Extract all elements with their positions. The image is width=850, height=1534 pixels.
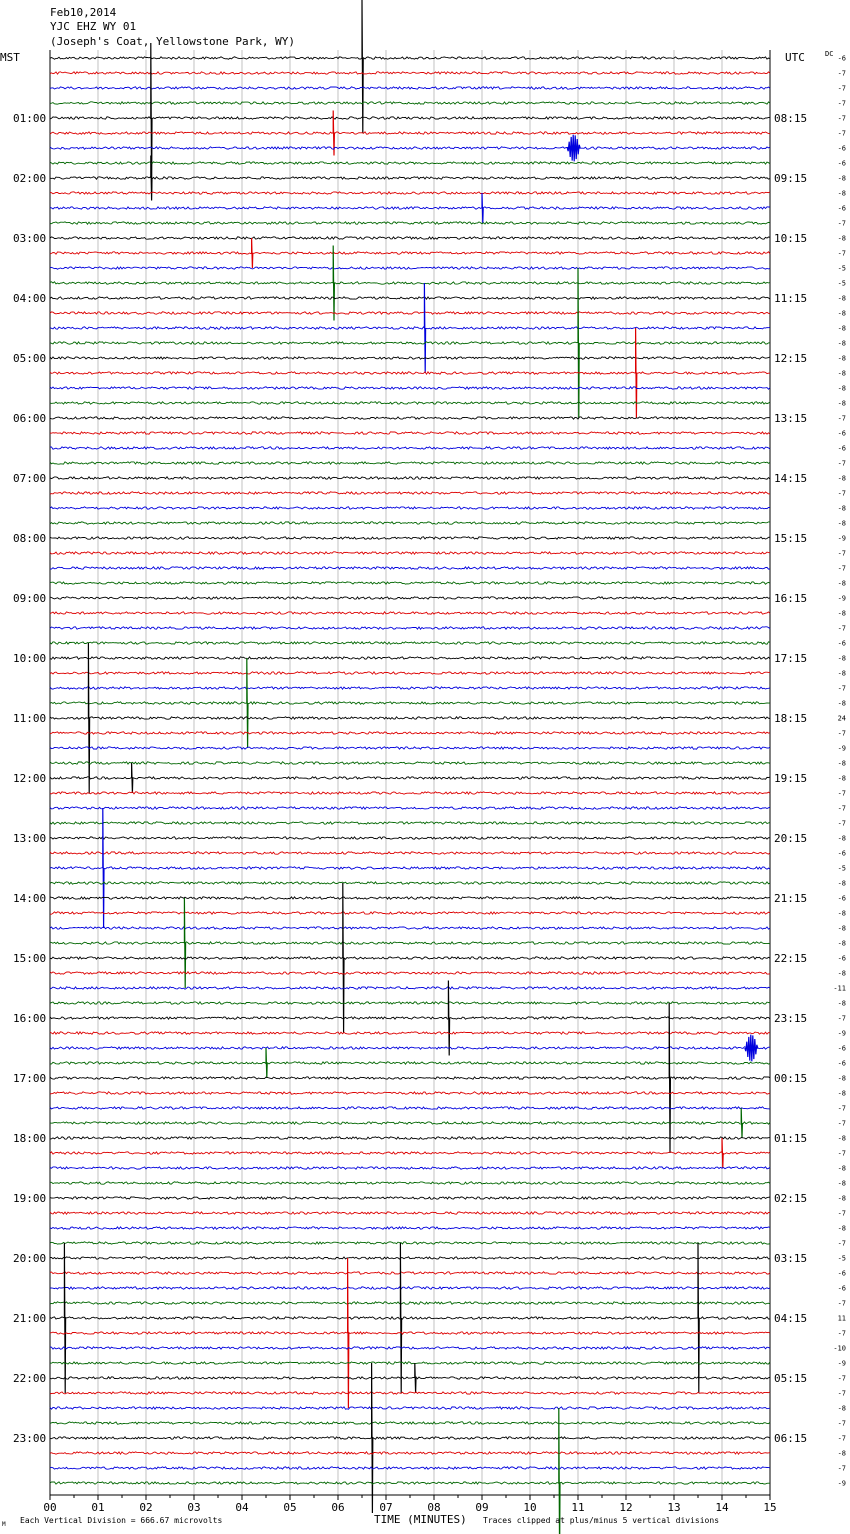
x-tick-label: 12 bbox=[619, 1501, 633, 1514]
trace-line-1 bbox=[50, 72, 770, 74]
event-mark-21-0 bbox=[636, 328, 637, 418]
dc-offset-label: -8 bbox=[837, 399, 846, 408]
right-hour-label: 19:15 bbox=[774, 772, 808, 785]
right-hour-label: 03:15 bbox=[774, 1252, 808, 1265]
dc-offset-label: -8 bbox=[837, 1164, 846, 1173]
dc-offset-label: -8 bbox=[837, 1134, 846, 1143]
dc-offset-label: -7 bbox=[837, 99, 846, 108]
trace-line-9 bbox=[50, 192, 770, 194]
trace-line-93 bbox=[50, 1452, 770, 1454]
trace-line-34 bbox=[50, 567, 770, 569]
dc-offset-label: -6 bbox=[837, 444, 846, 453]
trace-line-18 bbox=[50, 327, 770, 329]
left-hour-label: 11:00 bbox=[13, 712, 47, 725]
trace-line-39 bbox=[50, 642, 770, 644]
trace-line-69 bbox=[50, 1092, 770, 1094]
dc-offset-label: -9 bbox=[837, 1029, 846, 1038]
trace-line-63 bbox=[50, 1002, 770, 1004]
dc-offset-label: -8 bbox=[837, 324, 846, 333]
right-hour-label: 04:15 bbox=[774, 1312, 808, 1325]
trace-line-31 bbox=[50, 522, 770, 524]
dc-offset-label: -8 bbox=[837, 774, 846, 783]
trace-line-36 bbox=[50, 597, 770, 599]
trace-line-82 bbox=[50, 1287, 770, 1289]
right-axis-label: UTC bbox=[785, 51, 805, 64]
dc-offset-label: -8 bbox=[837, 909, 846, 918]
event-mark-67-0 bbox=[266, 1048, 267, 1078]
dc-offset-label: -8 bbox=[837, 669, 846, 678]
dc-offset-label: -8 bbox=[837, 879, 846, 888]
dc-offset-label: -7 bbox=[837, 219, 846, 228]
trace-line-89 bbox=[50, 1392, 770, 1394]
right-hour-labels bbox=[774, 112, 807, 1445]
trace-line-84 bbox=[50, 1317, 770, 1319]
dc-offset-label: -8 bbox=[837, 759, 846, 768]
trace-line-7 bbox=[50, 162, 770, 164]
event-mark-15-0 bbox=[333, 246, 334, 321]
event-mark-73-0 bbox=[722, 1138, 723, 1168]
dc-offset-label: -5 bbox=[837, 264, 846, 273]
trace-line-41 bbox=[50, 672, 770, 674]
trace-line-50 bbox=[50, 807, 770, 809]
dc-offset-label: -8 bbox=[837, 339, 846, 348]
dc-offset-label: -8 bbox=[837, 609, 846, 618]
trace-line-46 bbox=[50, 747, 770, 749]
event-mark-10-0 bbox=[482, 193, 483, 223]
trace-line-5 bbox=[50, 132, 770, 134]
x-tick-label: 05 bbox=[283, 1501, 297, 1514]
dc-offset-label: -6 bbox=[837, 429, 846, 438]
left-hour-label: 19:00 bbox=[13, 1192, 47, 1205]
trace-line-30 bbox=[50, 507, 770, 509]
scale-note: Each Vertical Division = 666.67 microvolts bbox=[20, 1516, 223, 1525]
trace-line-90 bbox=[50, 1407, 770, 1409]
event-mark-54-0 bbox=[103, 808, 104, 928]
trace-line-28 bbox=[50, 477, 770, 479]
event-mark-88-0 bbox=[415, 1363, 416, 1393]
trace-line-77 bbox=[50, 1212, 770, 1214]
dc-offset-label: -8 bbox=[837, 309, 846, 318]
trace-line-74 bbox=[50, 1167, 770, 1169]
x-tick-label: 07 bbox=[379, 1501, 393, 1514]
trace-line-94 bbox=[50, 1467, 770, 1469]
left-hour-labels bbox=[13, 112, 46, 1445]
right-hour-label: 12:15 bbox=[774, 352, 808, 365]
dc-offset-label: -8 bbox=[837, 1404, 846, 1413]
dc-offset-label: -8 bbox=[837, 834, 846, 843]
dc-offset-label: -6 bbox=[837, 1059, 846, 1068]
dc-offset-label: -7 bbox=[837, 624, 846, 633]
event-mark-19-0 bbox=[578, 268, 579, 418]
trace-line-47 bbox=[50, 762, 770, 764]
x-axis-label: TIME (MINUTES) bbox=[374, 1513, 467, 1526]
dc-offset-label: -8 bbox=[837, 1194, 846, 1203]
right-hour-label: 18:15 bbox=[774, 712, 808, 725]
dc-offset-label: -7 bbox=[837, 69, 846, 78]
dc-offset-label: -8 bbox=[837, 969, 846, 978]
trace-line-73 bbox=[50, 1152, 770, 1154]
trace-line-68 bbox=[50, 1077, 770, 1079]
offset-header: DC bbox=[825, 50, 834, 58]
dc-offset-label: -10 bbox=[833, 1344, 846, 1353]
right-hour-label: 13:15 bbox=[774, 412, 808, 425]
trace-line-4 bbox=[50, 117, 770, 119]
trace-line-38 bbox=[50, 627, 770, 629]
right-hour-label: 09:15 bbox=[774, 172, 808, 185]
event-mark-84-0 bbox=[64, 1243, 65, 1393]
trace-line-66 bbox=[50, 1047, 770, 1049]
dc-offset-label: -7 bbox=[837, 789, 846, 798]
dc-offset-label: -8 bbox=[837, 294, 846, 303]
trace-line-45 bbox=[50, 732, 770, 734]
dc-offset-label: -7 bbox=[837, 1119, 846, 1128]
right-hour-label: 15:15 bbox=[774, 532, 808, 545]
dc-offset-label: -6 bbox=[837, 894, 846, 903]
trace-line-19 bbox=[50, 342, 770, 344]
dc-offset-label: -9 bbox=[837, 1479, 846, 1488]
left-hour-label: 09:00 bbox=[13, 592, 47, 605]
dc-offset-label: -8 bbox=[837, 699, 846, 708]
trace-line-52 bbox=[50, 837, 770, 839]
dc-offset-label: -8 bbox=[837, 654, 846, 663]
trace-line-24 bbox=[50, 417, 770, 419]
dc-offset-label: -5 bbox=[837, 279, 846, 288]
left-hour-label: 10:00 bbox=[13, 652, 47, 665]
dc-offset-label: -7 bbox=[837, 1209, 846, 1218]
x-tick-label: 10 bbox=[523, 1501, 537, 1514]
left-hour-label: 08:00 bbox=[13, 532, 47, 545]
trace-line-25 bbox=[50, 432, 770, 434]
dc-offset-label: -8 bbox=[837, 1089, 846, 1098]
dc-offset-label: -7 bbox=[837, 1419, 846, 1428]
dc-offset-label: -7 bbox=[837, 489, 846, 498]
dc-offset-label: -8 bbox=[837, 234, 846, 243]
trace-line-76 bbox=[50, 1197, 770, 1199]
left-hour-label: 01:00 bbox=[13, 112, 47, 125]
trace-line-67 bbox=[50, 1062, 770, 1064]
dc-offset-label: -7 bbox=[837, 549, 846, 558]
dc-offset-label: -8 bbox=[837, 1224, 846, 1233]
x-tick-label: 01 bbox=[91, 1501, 105, 1514]
dc-offset-label: -8 bbox=[837, 579, 846, 588]
event-mark-92-0 bbox=[372, 1363, 373, 1513]
right-hour-label: 21:15 bbox=[774, 892, 808, 905]
right-hour-label: 16:15 bbox=[774, 592, 808, 605]
trace-line-95 bbox=[50, 1482, 770, 1484]
trace-line-83 bbox=[50, 1302, 770, 1304]
dc-offset-label: -11 bbox=[833, 984, 846, 993]
event-mark-66-0 bbox=[745, 1035, 758, 1062]
dc-offset-label: -9 bbox=[837, 534, 846, 543]
dc-offset-label: -7 bbox=[837, 1299, 846, 1308]
trace-line-40 bbox=[50, 657, 770, 659]
dc-offset-label: -7 bbox=[837, 1434, 846, 1443]
dc-offset-label: -8 bbox=[837, 474, 846, 483]
dc-offset-label: -7 bbox=[837, 459, 846, 468]
trace-line-23 bbox=[50, 402, 770, 404]
dc-offset-label: -6 bbox=[837, 144, 846, 153]
x-tick-label: 06 bbox=[331, 1501, 345, 1514]
event-mark-13-0 bbox=[252, 238, 253, 268]
dc-offset-label: -7 bbox=[837, 564, 846, 573]
dc-offset-label: -8 bbox=[837, 174, 846, 183]
event-mark-59-0 bbox=[184, 898, 185, 988]
x-tick-label: 14 bbox=[715, 1501, 729, 1514]
left-hour-label: 23:00 bbox=[13, 1432, 47, 1445]
trace-lines bbox=[50, 0, 770, 1534]
trace-line-60 bbox=[50, 957, 770, 959]
trace-line-21 bbox=[50, 372, 770, 374]
left-hour-label: 03:00 bbox=[13, 232, 47, 245]
event-mark-18-0 bbox=[424, 283, 425, 373]
trace-line-53 bbox=[50, 852, 770, 854]
x-tick-label: 02 bbox=[139, 1501, 153, 1514]
dc-offset-label: -8 bbox=[837, 384, 846, 393]
dc-offset-label: -7 bbox=[837, 249, 846, 258]
dc-offset-label: -7 bbox=[837, 414, 846, 423]
trace-line-58 bbox=[50, 927, 770, 929]
dc-offset-label: -7 bbox=[837, 1464, 846, 1473]
trace-line-16 bbox=[50, 297, 770, 299]
dc-offset-label: -8 bbox=[837, 1074, 846, 1083]
right-hour-label: 23:15 bbox=[774, 1012, 808, 1025]
trace-line-59 bbox=[50, 942, 770, 944]
dc-offset-label: -9 bbox=[837, 1359, 846, 1368]
dc-offset-label: 24 bbox=[837, 714, 846, 723]
dc-offset-label: -7 bbox=[837, 1014, 846, 1023]
trace-line-44 bbox=[50, 717, 770, 719]
left-hour-label: 05:00 bbox=[13, 352, 47, 365]
right-hour-label: 06:15 bbox=[774, 1432, 808, 1445]
trace-line-8 bbox=[50, 177, 770, 179]
trace-line-10 bbox=[50, 207, 770, 209]
trace-line-70 bbox=[50, 1107, 770, 1109]
x-tick-label: 03 bbox=[187, 1501, 201, 1514]
dc-offset-label: -8 bbox=[837, 1449, 846, 1458]
left-hour-label: 21:00 bbox=[13, 1312, 47, 1325]
dc-offset-label: -5 bbox=[837, 1254, 846, 1263]
dc-offset-label: -7 bbox=[837, 84, 846, 93]
trace-line-20 bbox=[50, 357, 770, 359]
trace-line-86 bbox=[50, 1347, 770, 1349]
event-mark-48-0 bbox=[132, 763, 133, 793]
right-hour-label: 02:15 bbox=[774, 1192, 808, 1205]
trace-line-48 bbox=[50, 777, 770, 779]
dc-offset-label: -6 bbox=[837, 639, 846, 648]
dc-offset-labels bbox=[833, 55, 846, 1488]
left-hour-label: 06:00 bbox=[13, 412, 47, 425]
header-location: (Joseph's Coat, Yellowstone Park, WY) bbox=[50, 35, 296, 48]
trace-line-56 bbox=[50, 897, 770, 899]
trace-line-3 bbox=[50, 102, 770, 104]
event-mark-44-0 bbox=[88, 643, 89, 793]
left-hour-label: 22:00 bbox=[13, 1372, 47, 1385]
corner-mark: M bbox=[2, 1521, 6, 1528]
dc-offset-label: -7 bbox=[837, 1329, 846, 1338]
trace-line-26 bbox=[50, 447, 770, 449]
dc-offset-label: -6 bbox=[837, 204, 846, 213]
dc-offset-label: -8 bbox=[837, 504, 846, 513]
dc-offset-label: -7 bbox=[837, 684, 846, 693]
dc-offset-label: -7 bbox=[837, 1374, 846, 1383]
trace-line-22 bbox=[50, 387, 770, 389]
trace-line-6 bbox=[50, 147, 770, 149]
right-hour-label: 10:15 bbox=[774, 232, 808, 245]
trace-line-17 bbox=[50, 312, 770, 314]
trace-line-75 bbox=[50, 1182, 770, 1184]
trace-line-29 bbox=[50, 492, 770, 494]
left-hour-label: 04:00 bbox=[13, 292, 47, 305]
trace-line-78 bbox=[50, 1227, 770, 1229]
dc-offset-label: -7 bbox=[837, 1104, 846, 1113]
x-tick-label: 04 bbox=[235, 1501, 249, 1514]
right-hour-label: 22:15 bbox=[774, 952, 808, 965]
trace-line-80 bbox=[50, 1257, 770, 1259]
dc-offset-label: -7 bbox=[837, 114, 846, 123]
trace-line-62 bbox=[50, 987, 770, 989]
dc-offset-label: -8 bbox=[837, 939, 846, 948]
x-tick-label: 11 bbox=[571, 1501, 585, 1514]
event-mark-68-0 bbox=[669, 1003, 670, 1153]
x-tick-label: 08 bbox=[427, 1501, 441, 1514]
left-hour-label: 18:00 bbox=[13, 1132, 47, 1145]
left-hour-label: 02:00 bbox=[13, 172, 47, 185]
dc-offset-label: -9 bbox=[837, 594, 846, 603]
left-hour-label: 15:00 bbox=[13, 952, 47, 965]
dc-offset-label: -8 bbox=[837, 999, 846, 1008]
left-hour-label: 07:00 bbox=[13, 472, 47, 485]
trace-line-37 bbox=[50, 612, 770, 614]
dc-offset-label: -7 bbox=[837, 129, 846, 138]
left-hour-label: 13:00 bbox=[13, 832, 47, 845]
trace-line-2 bbox=[50, 87, 770, 89]
right-hour-label: 00:15 bbox=[774, 1072, 808, 1085]
trace-line-91 bbox=[50, 1422, 770, 1424]
dc-offset-label: -8 bbox=[837, 354, 846, 363]
dc-offset-label: -6 bbox=[837, 54, 846, 63]
trace-line-11 bbox=[50, 222, 770, 224]
event-mark-43-0 bbox=[247, 658, 248, 748]
trace-line-65 bbox=[50, 1032, 770, 1034]
trace-line-14 bbox=[50, 267, 770, 269]
trace-line-54 bbox=[50, 867, 770, 869]
trace-line-72 bbox=[50, 1137, 770, 1139]
dc-offset-label: -6 bbox=[837, 849, 846, 858]
trace-line-13 bbox=[50, 252, 770, 254]
x-tick-label: 00 bbox=[43, 1501, 57, 1514]
trace-line-0 bbox=[50, 57, 770, 59]
x-tick-label: 09 bbox=[475, 1501, 489, 1514]
left-hour-label: 20:00 bbox=[13, 1252, 47, 1265]
trace-line-12 bbox=[50, 237, 770, 239]
right-hour-label: 20:15 bbox=[774, 832, 808, 845]
event-mark-0-0 bbox=[362, 0, 363, 133]
dc-offset-label: -7 bbox=[837, 819, 846, 828]
clip-note: Traces clipped at plus/minus 5 vertical divisions bbox=[483, 1516, 720, 1525]
trace-line-27 bbox=[50, 462, 770, 464]
dc-offset-label: -7 bbox=[837, 1389, 846, 1398]
right-hour-label: 11:15 bbox=[774, 292, 808, 305]
event-mark-71-0 bbox=[741, 1108, 742, 1138]
trace-line-87 bbox=[50, 1362, 770, 1364]
event-mark-60-0 bbox=[343, 883, 344, 1033]
dc-offset-label: -6 bbox=[837, 1269, 846, 1278]
dc-offset-label: -8 bbox=[837, 519, 846, 528]
trace-line-15 bbox=[50, 282, 770, 284]
left-hour-label: 14:00 bbox=[13, 892, 47, 905]
dc-offset-label: -6 bbox=[837, 1284, 846, 1293]
trace-line-81 bbox=[50, 1272, 770, 1274]
trace-line-57 bbox=[50, 912, 770, 914]
dc-offset-label: -9 bbox=[837, 744, 846, 753]
dc-offset-label: 11 bbox=[837, 1314, 846, 1323]
dc-offset-label: -7 bbox=[837, 729, 846, 738]
event-mark-84-2 bbox=[698, 1243, 699, 1393]
trace-line-92 bbox=[50, 1437, 770, 1439]
x-tick-label: 15 bbox=[763, 1501, 777, 1514]
right-hour-label: 01:15 bbox=[774, 1132, 808, 1145]
trace-line-49 bbox=[50, 792, 770, 794]
dc-offset-label: -8 bbox=[837, 189, 846, 198]
dc-offset-label: -8 bbox=[837, 1179, 846, 1188]
dc-offset-label: -8 bbox=[837, 924, 846, 933]
dc-offset-label: -7 bbox=[837, 1239, 846, 1248]
left-hour-label: 16:00 bbox=[13, 1012, 47, 1025]
event-mark-85-0 bbox=[348, 1258, 349, 1408]
trace-line-55 bbox=[50, 882, 770, 884]
trace-line-35 bbox=[50, 582, 770, 584]
x-tick-label: 13 bbox=[667, 1501, 681, 1514]
trace-line-42 bbox=[50, 687, 770, 689]
event-mark-64-0 bbox=[448, 981, 449, 1056]
header-date: Feb10,2014 bbox=[50, 6, 117, 19]
trace-line-88 bbox=[50, 1377, 770, 1379]
right-hour-label: 17:15 bbox=[774, 652, 808, 665]
trace-line-32 bbox=[50, 537, 770, 539]
right-hour-label: 05:15 bbox=[774, 1372, 808, 1385]
header-station: YJC EHZ WY 01 bbox=[50, 20, 137, 33]
trace-line-85 bbox=[50, 1332, 770, 1334]
trace-line-51 bbox=[50, 822, 770, 824]
right-hour-label: 08:15 bbox=[774, 112, 808, 125]
dc-offset-label: -7 bbox=[837, 1149, 846, 1158]
dc-offset-label: -7 bbox=[837, 804, 846, 813]
dc-offset-label: -6 bbox=[837, 1044, 846, 1053]
trace-line-43 bbox=[50, 702, 770, 704]
trace-line-61 bbox=[50, 972, 770, 974]
dc-offset-label: -6 bbox=[837, 159, 846, 168]
left-axis-label: MST bbox=[0, 51, 20, 64]
event-mark-84-1 bbox=[400, 1243, 401, 1393]
trace-line-64 bbox=[50, 1017, 770, 1019]
trace-line-79 bbox=[50, 1242, 770, 1244]
dc-offset-label: -6 bbox=[837, 954, 846, 963]
right-hour-label: 14:15 bbox=[774, 472, 808, 485]
trace-line-71 bbox=[50, 1122, 770, 1124]
left-hour-label: 12:00 bbox=[13, 772, 47, 785]
dc-offset-label: -8 bbox=[837, 369, 846, 378]
dc-offset-label: -5 bbox=[837, 864, 846, 873]
trace-line-33 bbox=[50, 552, 770, 554]
left-hour-label: 17:00 bbox=[13, 1072, 47, 1085]
